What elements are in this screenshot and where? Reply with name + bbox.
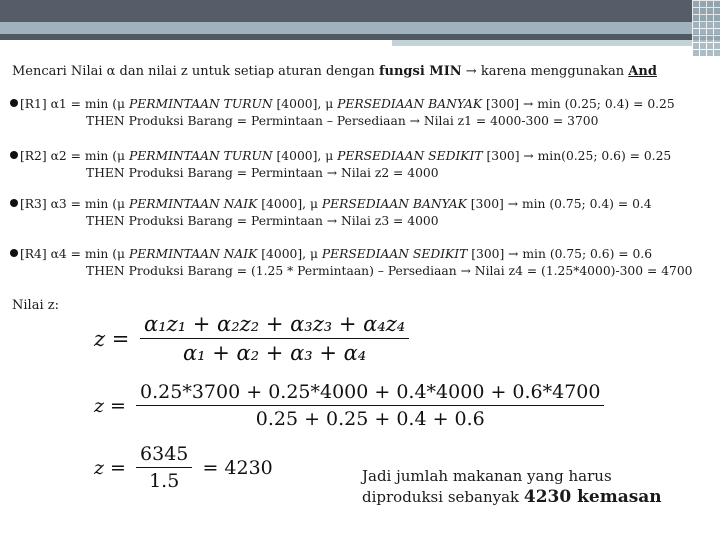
rule-value-1: [4000], μ bbox=[272, 97, 338, 111]
rule-term-2: PERSEDIAAN SEDIKIT bbox=[321, 247, 468, 261]
formula-result-numerator: 6345 bbox=[136, 443, 192, 468]
rule-then: THEN Produksi Barang = Permintaan → Nilai z3 = 4000 bbox=[86, 214, 439, 228]
rule-then: THEN Produksi Barang = Permintaan → Nilai z2 = 4000 bbox=[86, 166, 439, 180]
bullet-icon bbox=[10, 151, 18, 159]
rule-value-1: [4000], μ bbox=[257, 197, 322, 211]
header-accent-band bbox=[0, 22, 720, 34]
rule-value-2: [300] → min (0.75; 0.4) = 0.4 bbox=[466, 197, 652, 211]
intro-middle: → karena menggunakan bbox=[461, 64, 629, 79]
rule-term-2: PERSEDIAAN BANYAK bbox=[337, 97, 483, 111]
header-bar bbox=[0, 0, 720, 22]
conclusion-line-2-prefix: diproduksi sebanyak bbox=[362, 488, 524, 506]
rule-label: [R1] α1 = min (μ bbox=[20, 97, 129, 111]
intro-text bbox=[12, 64, 657, 79]
conclusion-line-1: Jadi jumlah makanan yang harus bbox=[362, 467, 612, 485]
rule-term-1: PERMINTAAN NAIK bbox=[128, 197, 258, 211]
rule-then: THEN Produksi Barang = Permintaan – Persediaan → Nilai z1 = 4000-300 = 3700 bbox=[86, 114, 599, 128]
rule-label: [R4] α4 = min (μ bbox=[20, 247, 129, 261]
nilai-z-label: Nilai z: bbox=[12, 298, 59, 313]
rule-value-1: [4000], μ bbox=[272, 149, 338, 163]
formula-result-denominator: 1.5 bbox=[149, 470, 180, 492]
rule-value-2: [300] → min(0.25; 0.6) = 0.25 bbox=[482, 149, 672, 163]
conclusion-text bbox=[362, 466, 662, 508]
formula-result-value: = 4230 bbox=[202, 456, 273, 479]
formula-general-numerator: α₁z₁ + α₂z₂ + α₃z₃ + α₄z₄ bbox=[140, 312, 409, 339]
bullet-icon bbox=[10, 99, 18, 107]
intro-bold: fungsi MIN bbox=[378, 64, 462, 79]
decorative-strip bbox=[392, 40, 692, 46]
bullet-icon bbox=[10, 199, 18, 207]
conclusion-line-2 bbox=[362, 487, 662, 508]
formula-substituted-denominator: 0.25 + 0.25 + 0.4 + 0.6 bbox=[255, 408, 485, 430]
formula-z-label: z = bbox=[94, 394, 126, 417]
bullet-icon bbox=[10, 249, 18, 257]
rule-value-2: [300] → min (0.75; 0.6) = 0.6 bbox=[467, 247, 653, 261]
formula-substituted bbox=[94, 381, 604, 430]
formula-general bbox=[94, 312, 409, 365]
intro-and: And bbox=[628, 64, 657, 79]
conclusion-amount: 4230 kemasan bbox=[523, 487, 662, 507]
formula-result bbox=[94, 443, 273, 492]
formula-substituted-numerator: 0.25*3700 + 0.25*4000 + 0.4*4000 + 0.6*4700 bbox=[136, 381, 604, 406]
rule-then: THEN Produksi Barang = (1.25 * Permintaan) – Persediaan → Nilai z4 = (1.25*4000)-300 = 4700 bbox=[86, 264, 693, 278]
rule-r3 bbox=[10, 196, 652, 230]
rule-r2 bbox=[10, 148, 671, 182]
rule-term-1: PERMINTAAN TURUN bbox=[128, 149, 273, 163]
rule-label: [R3] α3 = min (μ bbox=[20, 197, 129, 211]
formula-z-label: z = bbox=[94, 456, 126, 479]
rule-r1 bbox=[10, 96, 675, 130]
rule-term-2: PERSEDIAAN BANYAK bbox=[321, 197, 467, 211]
decorative-grid bbox=[692, 0, 720, 56]
rule-label: [R2] α2 = min (μ bbox=[20, 149, 129, 163]
intro-prefix: Mencari Nilai α dan nilai z untuk setiap aturan dengan bbox=[12, 64, 379, 79]
rule-value-2: [300] → min (0.25; 0.4) = 0.25 bbox=[482, 97, 675, 111]
formula-z-label: z = bbox=[94, 326, 130, 351]
rule-term-2: PERSEDIAAN SEDIKIT bbox=[337, 149, 483, 163]
rule-term-1: PERMINTAAN TURUN bbox=[128, 97, 273, 111]
rule-r4 bbox=[10, 246, 693, 280]
formula-general-denominator: α₁ + α₂ + α₃ + α₄ bbox=[182, 341, 367, 365]
rule-term-1: PERMINTAAN NAIK bbox=[128, 247, 258, 261]
rule-value-1: [4000], μ bbox=[257, 247, 322, 261]
